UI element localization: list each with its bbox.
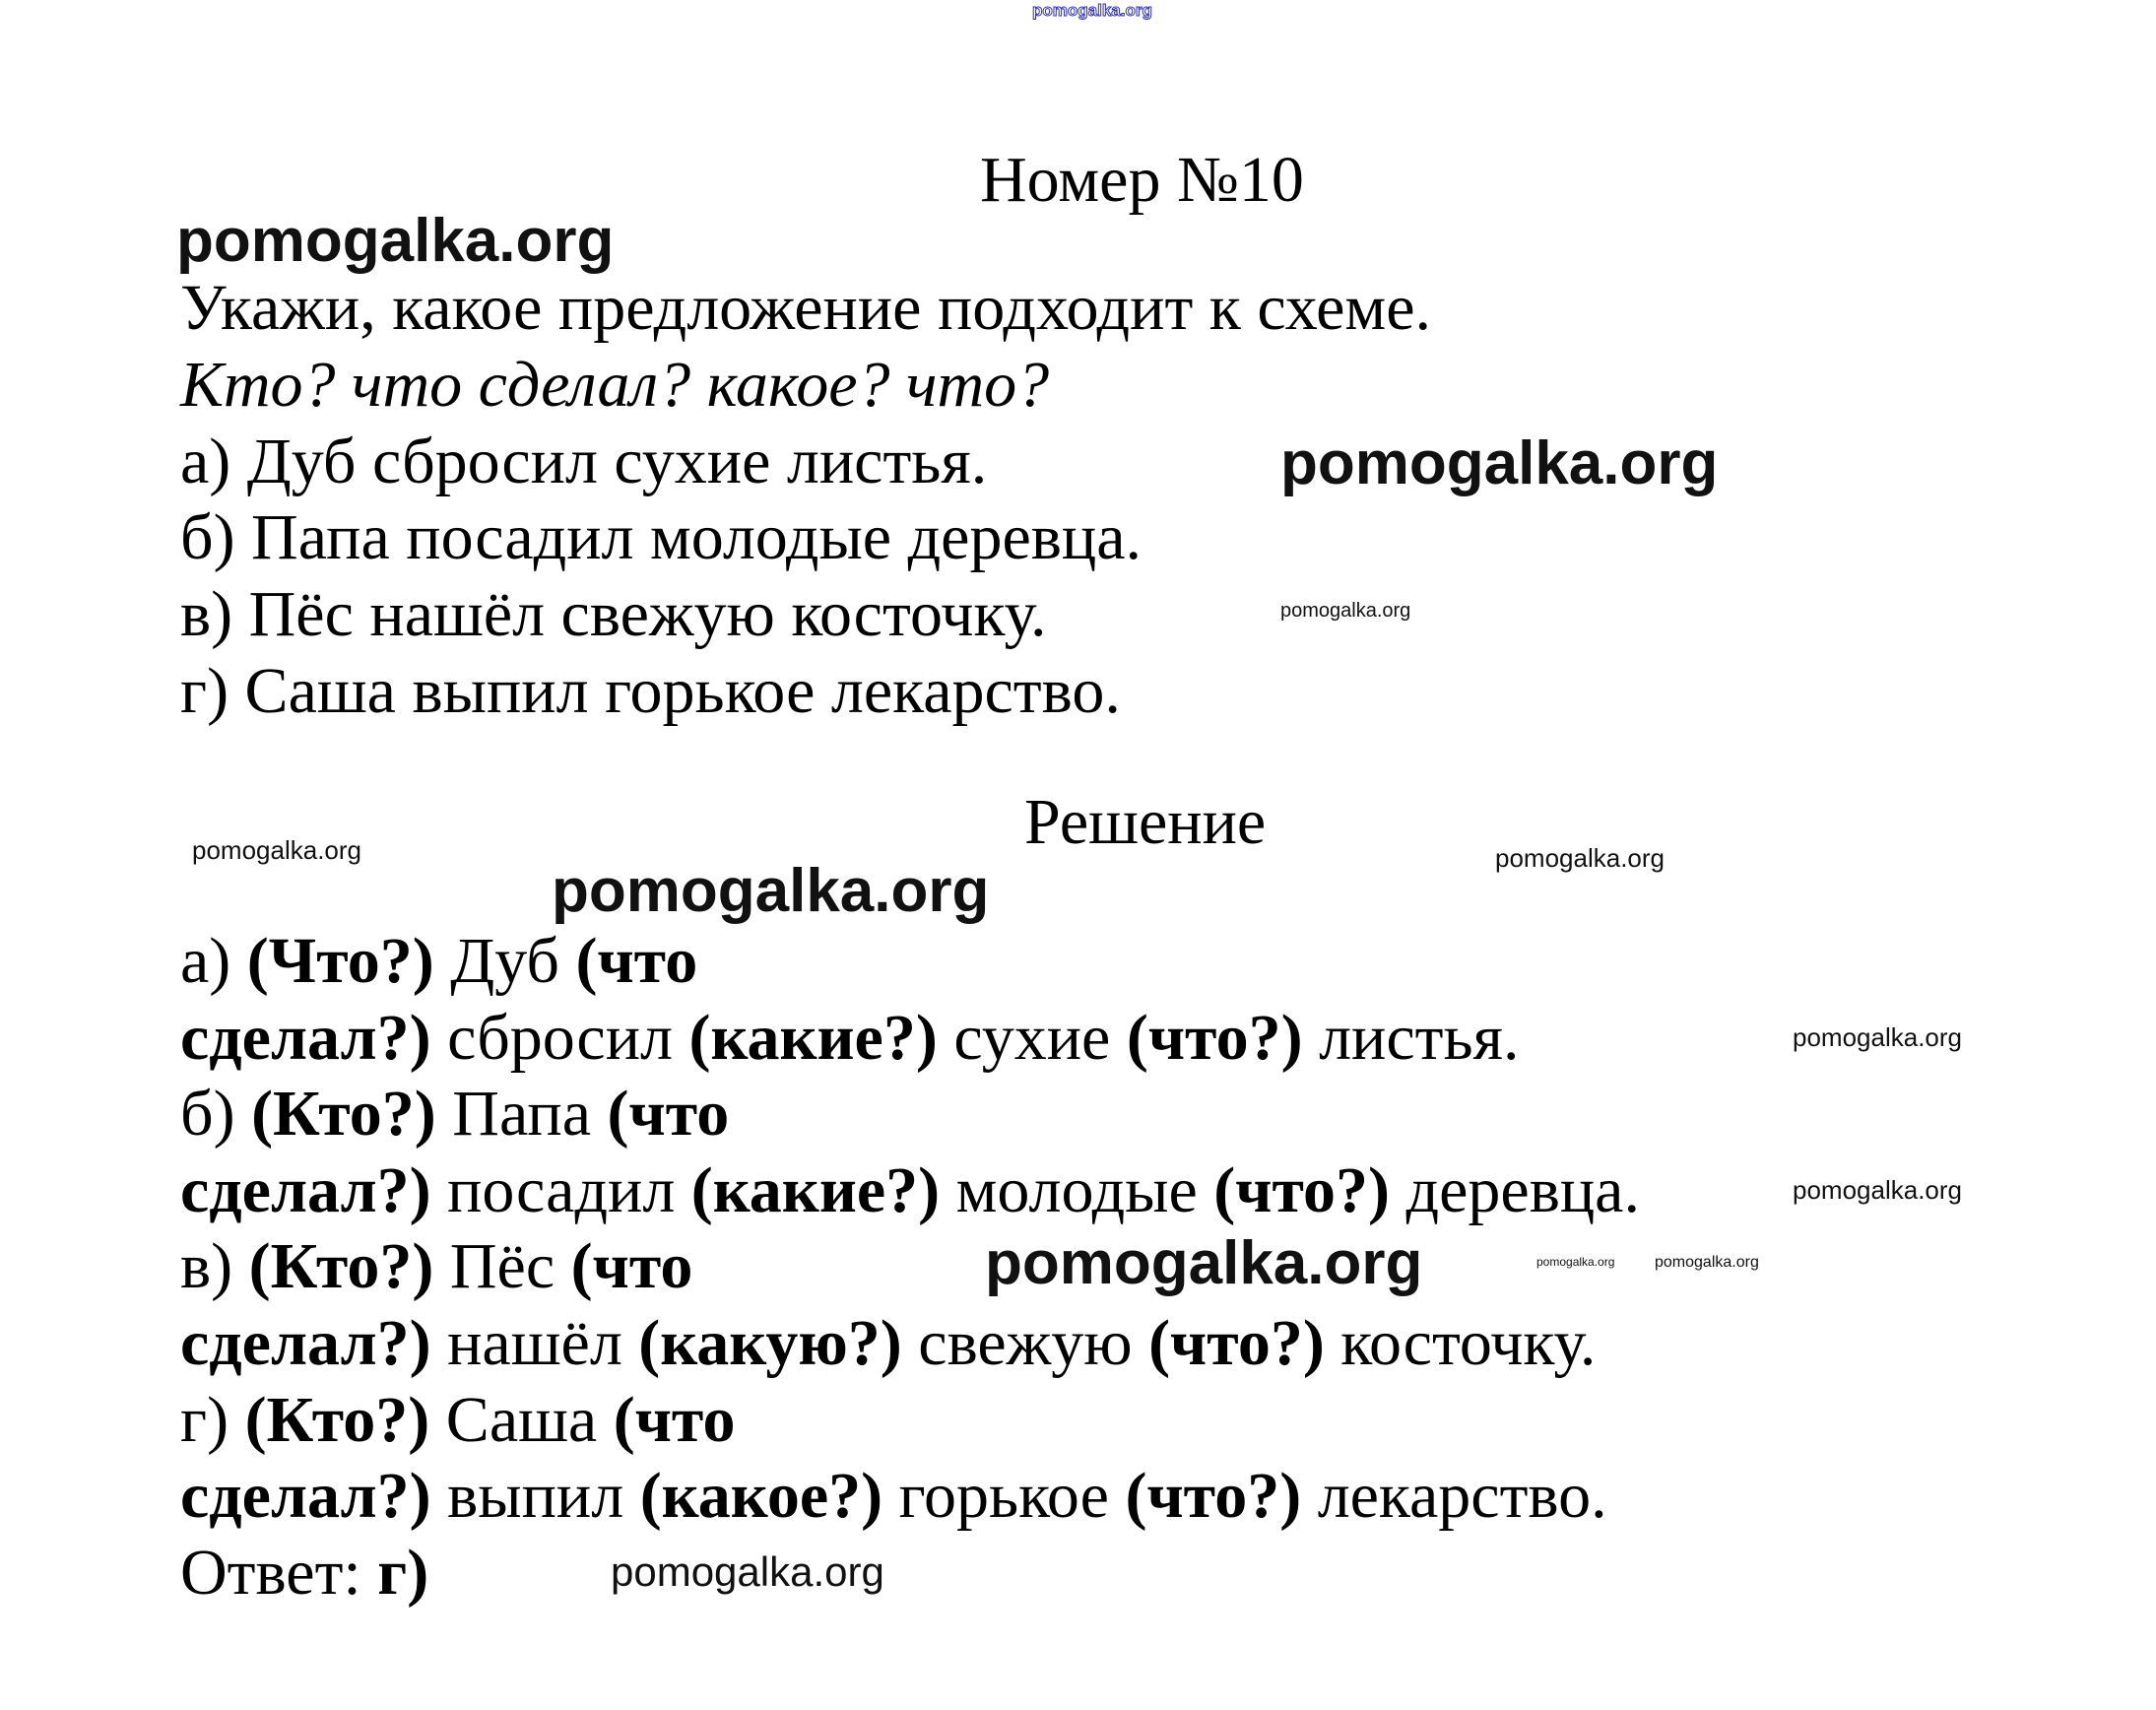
question-label: (какие?) [688, 1002, 938, 1074]
sentence-text: Пёс [433, 1230, 571, 1302]
question-label: (какую?) [638, 1307, 902, 1379]
solution-line [180, 925, 698, 997]
sentence-text: Саша [429, 1384, 614, 1456]
sentence-text: г) [180, 1384, 245, 1456]
watermark-tiny: pomogalka.org [1536, 1255, 1615, 1269]
sentence-text: а) [180, 925, 247, 997]
task-instruction: Укажи, какое предложение подходит к схеме. [180, 272, 1431, 344]
sentence-text: б) [180, 1078, 252, 1150]
watermark-small: pomogalka.org [1495, 843, 1665, 873]
sentence-text: в) [180, 1230, 249, 1302]
sentence-text: выпил [430, 1460, 640, 1532]
watermark-large: pomogalka.org [1280, 429, 1719, 497]
option-b: б) Папа посадил молодые деревца. [180, 501, 1143, 573]
question-label: (Кто?) [244, 1384, 430, 1456]
question-label: (Кто?) [251, 1078, 436, 1150]
sentence-text: посадил [430, 1154, 691, 1226]
sentence-text: горькое [882, 1460, 1126, 1532]
question-label: сделал?) [180, 1002, 431, 1074]
question-label: (что?) [1126, 1002, 1303, 1074]
option-a: а) Дуб сбросил сухие листья. [180, 426, 988, 497]
question-label: (какое?) [639, 1460, 883, 1532]
question-label: сделал?) [180, 1460, 431, 1532]
watermark-large: pomogalka.org [552, 857, 990, 925]
question-label: г) [377, 1537, 429, 1609]
question-label: сделал?) [180, 1307, 431, 1379]
option-d: г) Саша выпил горькое лекарство. [180, 655, 1121, 727]
question-label: (что [607, 1078, 730, 1150]
solution-line [180, 1002, 1520, 1074]
sentence-text: деревца. [1390, 1154, 1640, 1226]
question-label: (что [575, 925, 698, 997]
solution-line [180, 1307, 1597, 1379]
sentence-text: сухие [937, 1002, 1127, 1074]
question-label: (Что?) [246, 925, 434, 997]
sentence-text: Папа [435, 1078, 608, 1150]
sentence-text: сбросил [430, 1002, 689, 1074]
question-label: (какие?) [690, 1154, 941, 1226]
sentence-text: косточку. [1324, 1307, 1597, 1379]
question-label: (что?) [1125, 1460, 1302, 1532]
watermark-small: pomogalka.org [1793, 1175, 1962, 1205]
watermark-large: pomogalka.org [176, 207, 615, 275]
solution-line [180, 1384, 736, 1456]
solution-line [180, 1460, 1607, 1532]
watermark-large: pomogalka.org [985, 1229, 1423, 1297]
sentence-text: Ответ: [180, 1537, 378, 1609]
option-c: в) Пёс нашёл свежую косточку. [180, 578, 1047, 650]
sentence-text: листья. [1302, 1002, 1520, 1074]
question-label: (что?) [1213, 1154, 1391, 1226]
question-label: (что [613, 1384, 736, 1456]
sentence-text: свежую [901, 1307, 1149, 1379]
watermark-small: pomogalka.org [1280, 600, 1411, 622]
solution-line [180, 1537, 429, 1609]
sentence-text: лекарство. [1301, 1460, 1607, 1532]
question-label: (Кто?) [248, 1230, 434, 1302]
solution-heading: Решение [1024, 786, 1267, 858]
sentence-text: молодые [940, 1154, 1214, 1226]
watermark-medium: pomogalka.org [611, 1548, 884, 1595]
sentence-text: нашёл [430, 1307, 639, 1379]
question-label: (что?) [1148, 1307, 1325, 1379]
solution-line [180, 1078, 730, 1150]
watermark-small: pomogalka.org [1655, 1254, 1759, 1271]
watermark-small: pomogalka.org [192, 835, 361, 865]
watermark-small: pomogalka.org [1793, 1022, 1962, 1052]
question-label: (что [570, 1230, 693, 1302]
watermark-top: pomogalka.org [1032, 1, 1152, 20]
page-title: Номер №10 [980, 144, 1304, 216]
solution-line [180, 1154, 1640, 1226]
solution-line [180, 1230, 693, 1302]
sentence-text: Дуб [433, 925, 576, 997]
question-label: сделал?) [180, 1154, 431, 1226]
task-scheme: Кто? что сделал? какое? что? [180, 349, 1050, 421]
